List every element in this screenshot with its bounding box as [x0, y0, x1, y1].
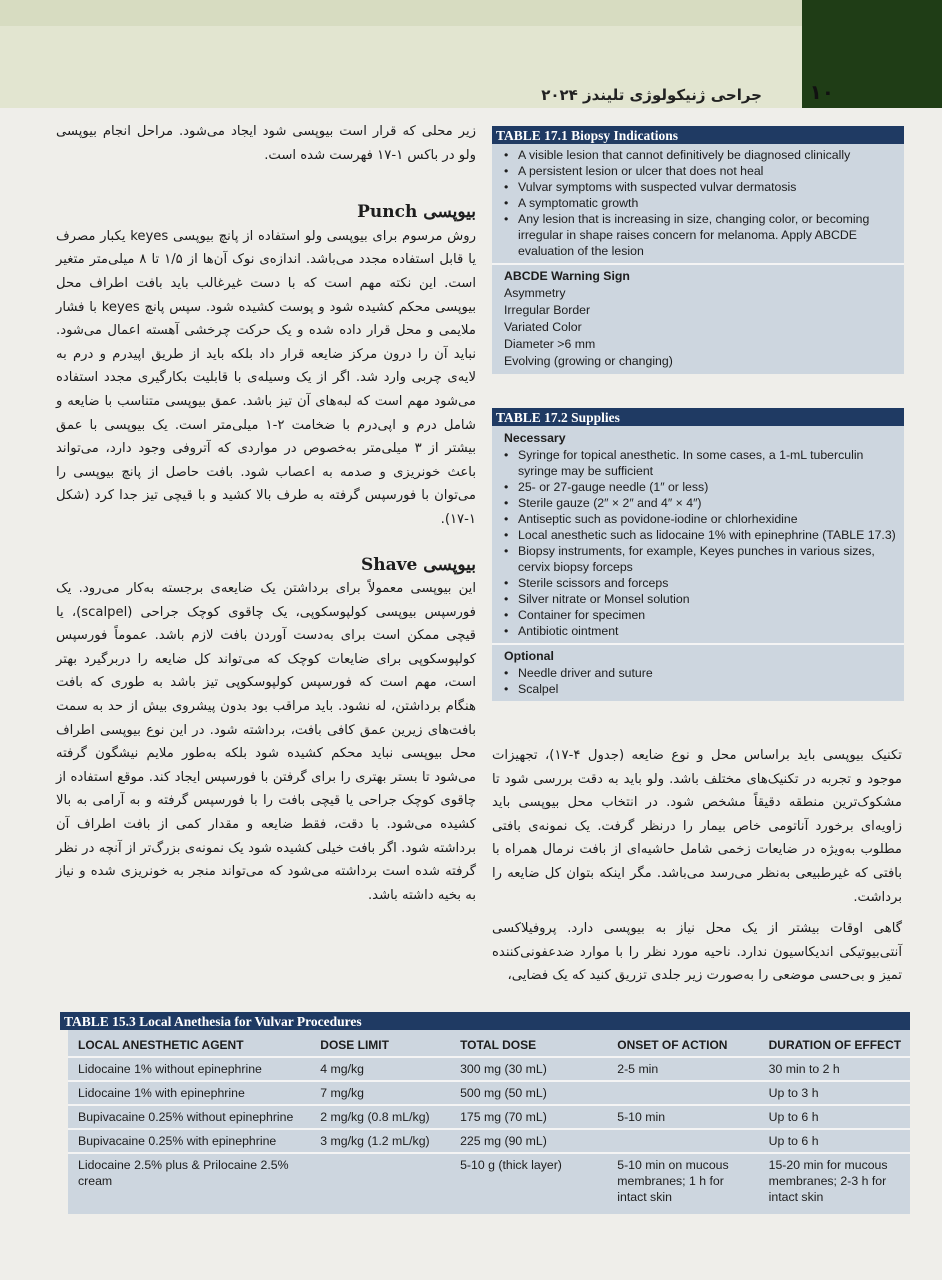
paragraph: گاهی اوقات بیشتر از یک محل نیاز به بیوپسی دارد. پروفیلاکسی آنتی‌بیوتیکی اندیکاسیون ندارد. ناحیه مورد نظر را با موارد ضدعفونی‌کننده تمیز و بی‌حسی موضعی را به‌صورت زیر جلدی تزریق کنید که یک فضایی، [492, 921, 902, 984]
list-item: • Local anesthetic such as lidocaine 1% with epinephrine (TABLE 17.3) [502, 527, 904, 543]
table-15-3-title: TABLE 15.3 Local Anethesia for Vulvar Procedures [60, 1012, 910, 1030]
optional-heading: Optional [504, 649, 554, 663]
table-row [68, 1106, 910, 1130]
abcde-item: Asymmetry [504, 286, 566, 300]
punch-heading: بیوپسی Punch [357, 202, 476, 223]
table-header-row [68, 1034, 910, 1058]
list-item: • Antiseptic such as povidone-iodine or chlorhexidine [502, 511, 904, 527]
table-cell: 4 mg/kg [320, 1062, 365, 1076]
list-item: • Syringe for topical anesthetic. In some cases, a 1-mL tuberculin syringe may be sufficient [502, 447, 904, 479]
column-header: LOCAL ANESTHETIC AGENT [78, 1038, 244, 1052]
table-row [68, 1130, 910, 1154]
abcde-item: Evolving (growing or changing) [504, 354, 673, 368]
list-item: • Antibiotic ointment [502, 623, 904, 639]
table-cell: Up to 6 h [768, 1134, 819, 1148]
list-item: • Container for specimen [502, 607, 904, 623]
list-item: • Sterile scissors and forceps [502, 575, 904, 591]
table-cell: 15-20 min for mucous membranes; 2-3 h for intact skin [768, 1158, 888, 1204]
left-column [56, 120, 476, 907]
column-header: ONSET OF ACTION [617, 1038, 728, 1052]
indications-list [492, 144, 904, 259]
table-cell: 5-10 g (thick layer) [460, 1158, 562, 1172]
table-cell: 5-10 min on mucous membranes; 1 h for intact skin [617, 1158, 729, 1204]
table-cell: 7 mg/kg [320, 1086, 365, 1100]
table-row [68, 1082, 910, 1106]
table-17-2-title: TABLE 17.2 Supplies [492, 408, 904, 426]
list-item: • 25- or 27-gauge needle (1″ or less) [502, 479, 904, 495]
table-cell: 500 mg (50 mL) [460, 1086, 547, 1100]
optional-list [492, 665, 904, 701]
table-17-2 [492, 408, 904, 701]
divider [492, 263, 904, 265]
column-header: DOSE LIMIT [320, 1038, 389, 1052]
table-cell: 5-10 min [617, 1110, 666, 1124]
abcde-item: Diameter >6 mm [504, 337, 596, 351]
divider [492, 643, 904, 645]
list-item: • A visible lesion that cannot definitively be diagnosed clinically [502, 147, 904, 163]
shave-heading: بیوپسی Shave [361, 554, 476, 575]
page-number: ۱۰ [809, 80, 834, 104]
list-item: • Biopsy instruments, for example, Keyes punches in various sizes, cervix biopsy forceps [502, 543, 904, 575]
table-cell: 3 mg/kg (1.2 mL/kg) [320, 1134, 430, 1148]
table-cell: 2-5 min [617, 1062, 659, 1076]
table-cell: Lidocaine 2.5% plus & Prilocaine 2.5% cream [78, 1158, 289, 1188]
right-column-text [492, 744, 902, 988]
abcde-item: Irregular Border [504, 303, 591, 317]
table-cell [310, 1154, 450, 1208]
column-header: DURATION OF EFFECT [768, 1038, 902, 1052]
table-cell: 30 min to 2 h [768, 1062, 840, 1076]
table-cell: Lidocaine 1% with epinephrine [78, 1086, 245, 1100]
list-item: • A persistent lesion or ulcer that does not heal [502, 163, 904, 179]
list-item: • Sterile gauze (2″ × 2″ and 4″ × 4″) [502, 495, 904, 511]
table-cell [607, 1130, 758, 1152]
list-item: • Scalpel [502, 681, 904, 697]
table-cell: Up to 3 h [768, 1086, 819, 1100]
table-cell: 175 mg (70 mL) [460, 1110, 547, 1124]
punch-paragraph: روش مرسوم برای بیوپسی ولو استفاده از پانچ بیوپسی keyes یکبار مصرف یا قابل استفاده مجدد می‌باشد. اندازه‌ی نوک آن‌ها از ۱/۵ تا ۸ میلی‌متر متغیر است. این نکته مهم است که با دست غیرغالب باید بافت اطراف محل بیوپسی محکم کشیده شود و پوست کشیده شود. سپس پانچ keyes با فشار ملایمی و محل قرار داده شده و یک حرکت چرخشی آهسته اعمال می‌شود. نباید آن را درون مرکز ضایعه قرار داد بلکه باید از طریق اپیدرم و درم به لایه‌ی چربی وارد شد. اگر از یک وسیله‌ی با قابلیت بکارگیری مجدد استفاده می‌شود مهم است که لبه‌های آن تیز باشد. عمق بیوپسی متناسب با ضایعه و شامل درم و اپی‌درم با ضخامت ۲-۱ میلی‌متر است. یک بیوپسی با عمق بیشتر از ۳ میلی‌متر به‌خصوص در مواردی که آتروفی وجود دارد، می‌تواند باعث خونریزی و صدمه به اعصاب شود. بافت حاصل از پانچ بیوپسی را می‌توان با فورسپس گرفته به طرف بالا کشید و با قیچی تیز جدا کرد (شکل ۱-۱۷). [56, 228, 476, 527]
list-item: • Any lesion that is increasing in size, changing color, or becoming irregular in shape raises concern for melanoma. Apply ABCDE evaluation of the lesion [502, 211, 904, 259]
list-item: • Silver nitrate or Monsel solution [502, 591, 904, 607]
list-item: • Vulvar symptoms with suspected vulvar dermatosis [502, 179, 904, 195]
table-cell: 300 mg (30 mL) [460, 1062, 547, 1076]
table-cell [607, 1082, 758, 1104]
column-header: TOTAL DOSE [460, 1038, 537, 1052]
running-head: جراحی ژنیکولوژی تلیندز ۲۰۲۴ [541, 86, 762, 104]
table-cell: 2 mg/kg (0.8 mL/kg) [320, 1110, 430, 1124]
table-row [68, 1058, 910, 1082]
intro-paragraph: زیر محلی که قرار است بیوپسی شود ایجاد می‌شود. مراحل انجام بیوپسی ولو در باکس ۱-۱۷ فهرست شده است. [56, 124, 476, 163]
shave-paragraph: این بیوپسی معمولاً برای برداشتن یک ضایعه‌ی برجسته به‌کار می‌رود. یک فورسپس بیوپسی کولپوسکوپی، یک چاقوی کوچک جراحی (scalpel)، یا قیچی ممکن است برای به‌دست آوردن بافت لازم باشد. عموماً فورسپس کولپوسکوپی برای ضایعات کوچک که می‌تواند کل ضایعه را دربرگیرد بهتر است، مهم است که فورسپس کولپوسکوپی تیز باشد به طوری که بافت هنگام برداشتن، له نشود. باید مراقب بود بدون پیشروی بیش از حد به سمت بافت‌های زیرین عمق کافی بافت، برداشته شود. در این نوع بیوپسی اطراف محل بیوپسی نباید محکم کشیده شود بلکه به‌طور ملایم نیشگون گرفته می‌شود تا بستر بهتری را برای گرفتن با فورسپس ایجاد کند. موقع استفاده از چاقوی کوچک جراحی یا قیچی بافت را با فورسپس گرفته و به آرامی به بالا کشیده می‌شود. با دقت، فقط ضایعه و مقدار کمی از بافت اطراف آن برداشته شود. اگر بافت خیلی کشیده شود یک نمونه‌ی بزرگ‌تر از آنچه در نظر گرفته شده است برداشته می‌شود که می‌تواند منجر به خونریزی شده و نیاز به بخیه داشته باشد. [56, 581, 476, 903]
table-15-3 [60, 1012, 910, 1214]
table-17-1 [492, 126, 904, 374]
abcde-item: Variated Color [504, 320, 582, 334]
abcde-heading: ABCDE Warning Sign [504, 269, 630, 283]
header-band-top [0, 0, 802, 26]
table-cell: 225 mg (90 mL) [460, 1134, 547, 1148]
table-17-1-title: TABLE 17.1 Biopsy Indications [492, 126, 904, 144]
table-cell: Up to 6 h [768, 1110, 819, 1124]
paragraph: تکنیک بیوپسی باید براساس محل و نوع ضایعه (جدول ۴-۱۷)، تجهیزات موجود و تجربه در تکنیک‌های مختلف باشد. ولو باید به دقت بررسی شود تا مشکوک‌ترین منطقه دقیقاً مشخص شود. در انتخاب محل بیوپسی باید زاویه‌ای برخورد آناتومی خاص بیمار را درنظر گرفت. یک نمونه‌ی بافتی مطلوب به‌ویژه در ضایعات زخمی شامل حاشیه‌ای از بافت نرمال همراه با بافتی که غیرطبیعی به‌نظر می‌رسد می‌باشد. مگر اینکه بتوان کل ضایعه را برداشت. [492, 748, 902, 905]
list-item: • A symptomatic growth [502, 195, 904, 211]
table-15-3-body [68, 1030, 910, 1214]
list-item: • Needle driver and suture [502, 665, 904, 681]
necessary-list [492, 447, 904, 639]
table-cell: Lidocaine 1% without epinephrine [78, 1062, 262, 1076]
necessary-heading: Necessary [504, 431, 566, 445]
table-row [68, 1154, 910, 1208]
table-cell: Bupivacaine 0.25% without epinephrine [78, 1110, 294, 1124]
table-cell: Bupivacaine 0.25% with epinephrine [78, 1134, 277, 1148]
